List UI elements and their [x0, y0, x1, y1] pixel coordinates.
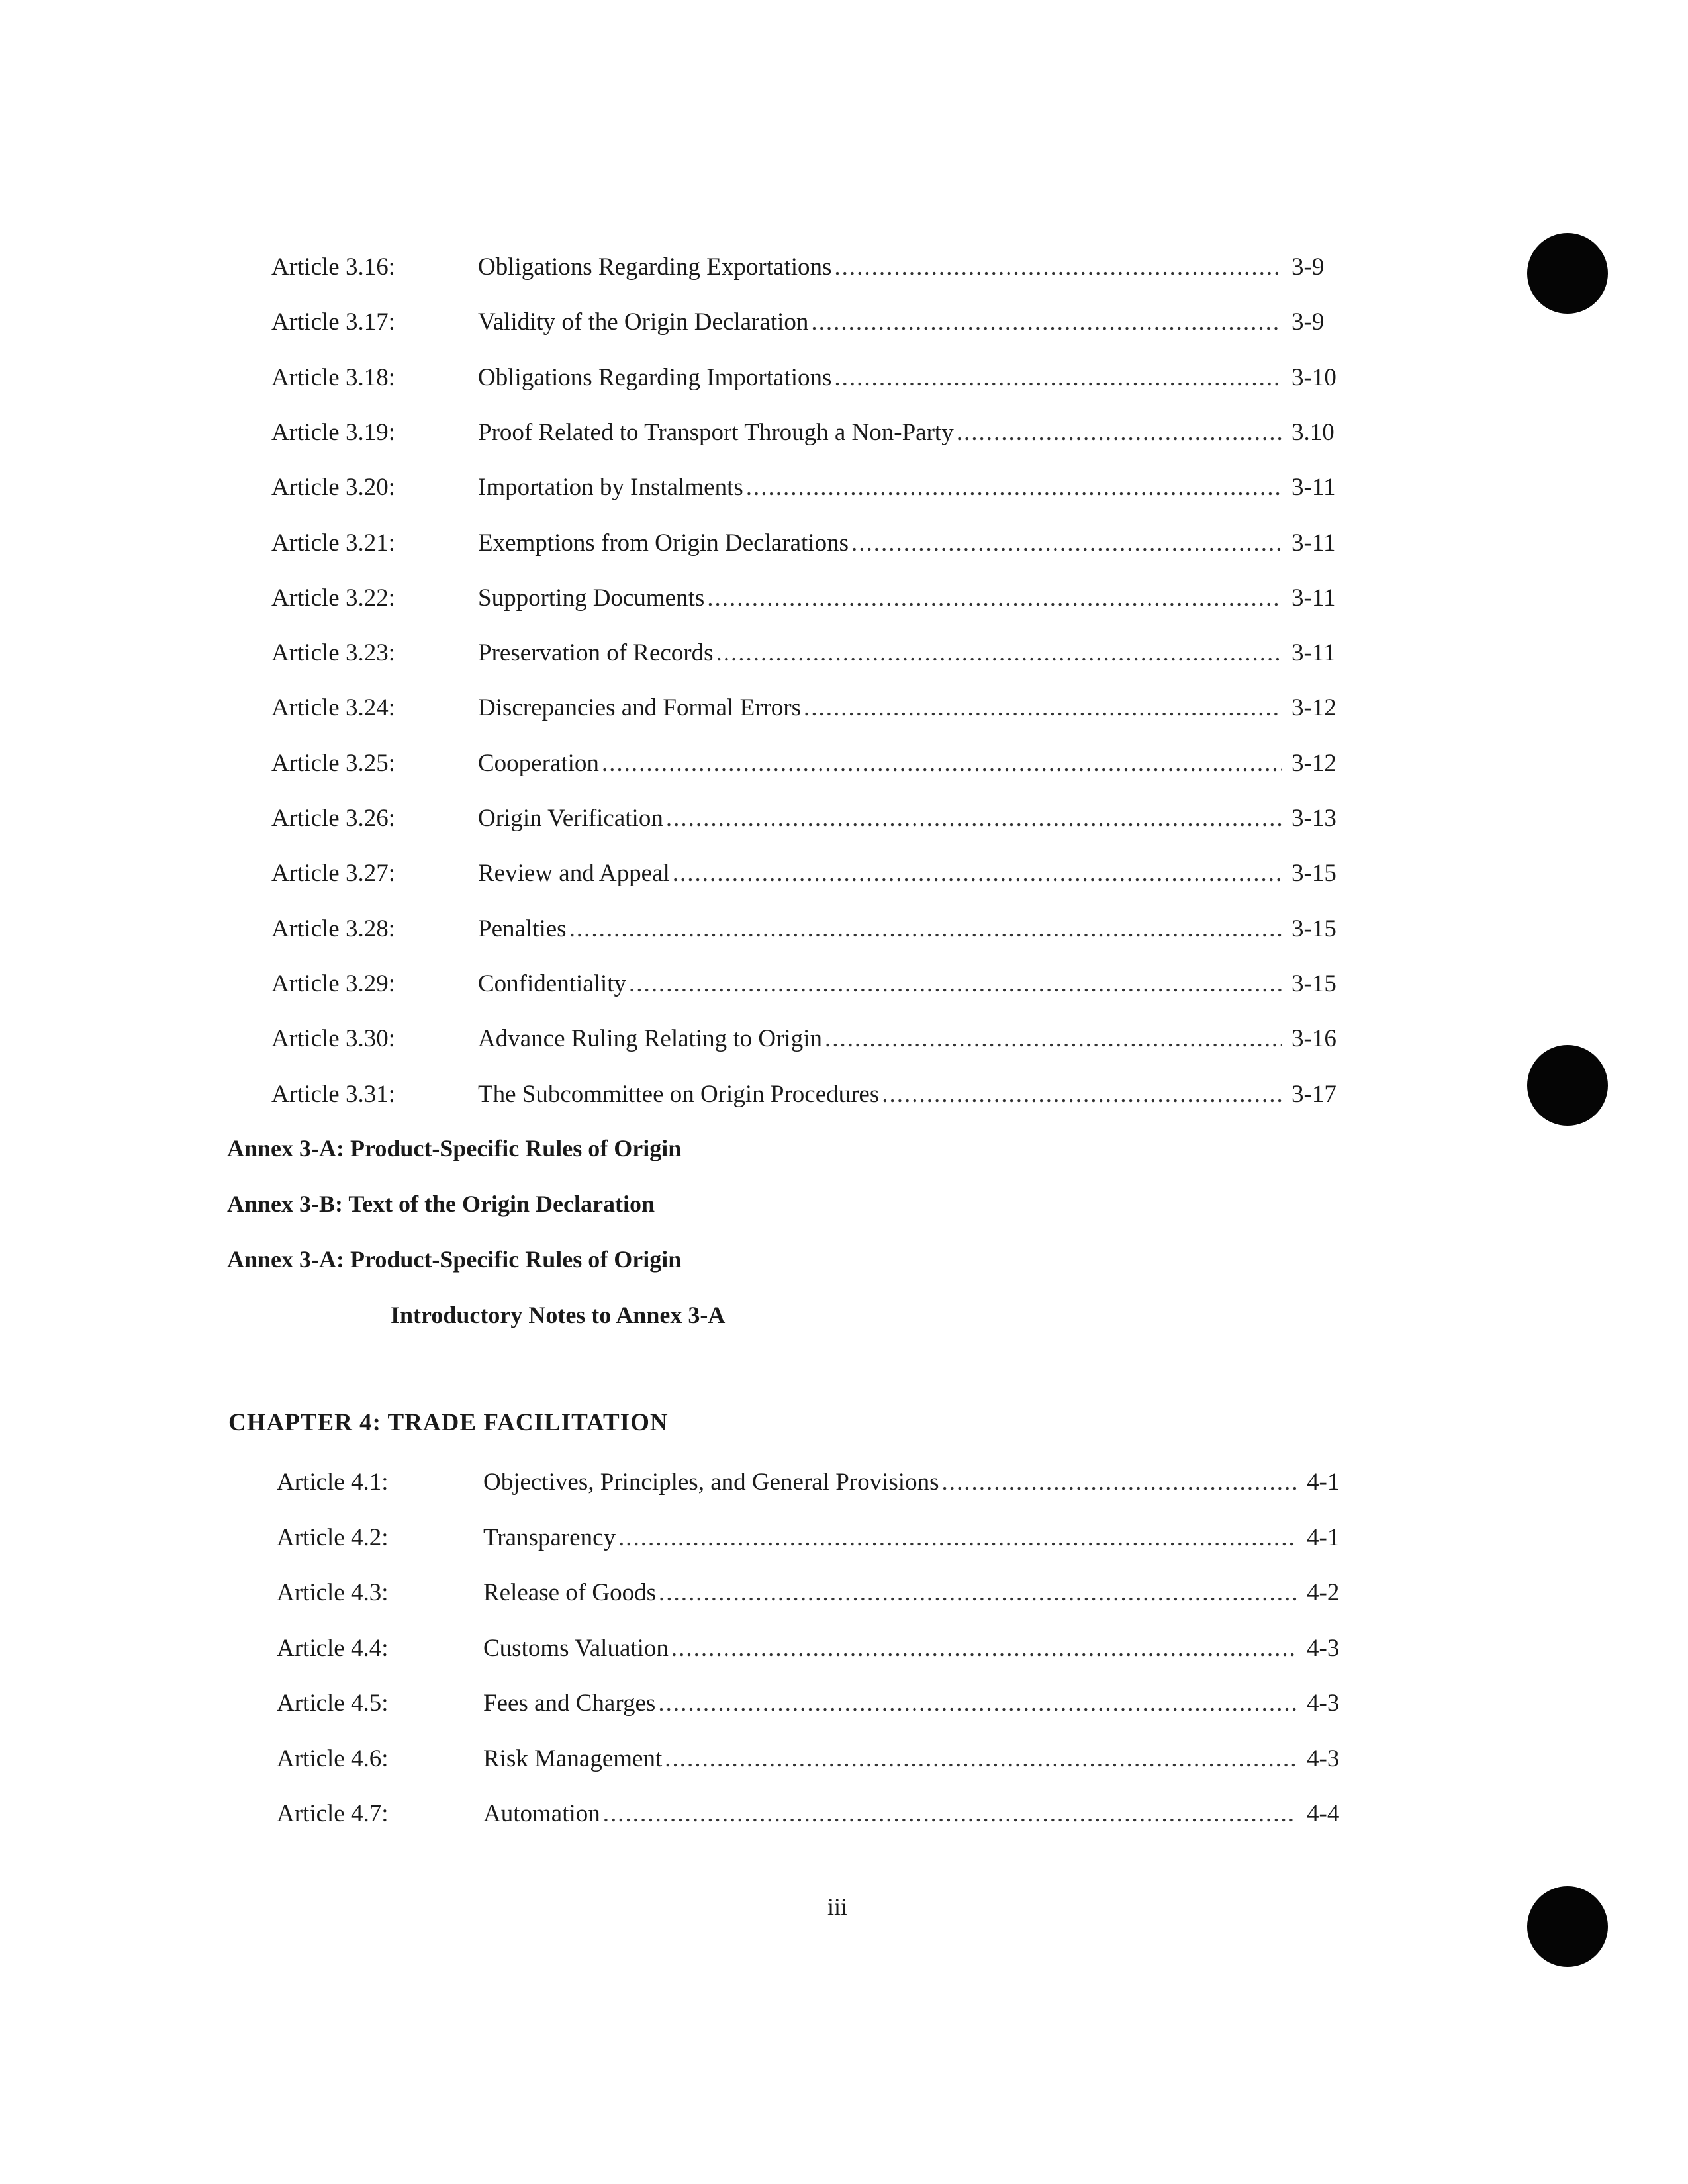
toc-article-number: Article 4.1: — [277, 1469, 389, 1496]
toc-row[interactable] — [271, 358, 1364, 398]
toc-dot-leader — [716, 633, 1282, 673]
toc-page-number: 3-11 — [1291, 529, 1336, 557]
toc-dot-leader — [834, 358, 1282, 398]
toc-dot-leader — [941, 1463, 1297, 1502]
toc-row[interactable] — [277, 1739, 1369, 1779]
toc-row[interactable] — [277, 1794, 1369, 1834]
toc-dot-leader — [666, 799, 1282, 839]
annex-3b-heading[interactable]: Annex 3-B: Text of the Origin Declaration — [227, 1191, 655, 1217]
toc-page-number: 4-4 — [1307, 1800, 1340, 1827]
toc-title-with-leader — [483, 1518, 1297, 1558]
toc-row[interactable] — [271, 578, 1364, 618]
toc-row[interactable] — [271, 302, 1364, 342]
toc-article-title: Transparency — [483, 1524, 616, 1551]
toc-page-number: 3-13 — [1291, 805, 1336, 832]
toc-article-title: Proof Related to Transport Through a Non-Party — [478, 418, 954, 446]
toc-row[interactable] — [277, 1629, 1369, 1668]
toc-article-title: Obligations Regarding Importations — [478, 363, 832, 391]
toc-dot-leader — [659, 1573, 1297, 1613]
toc-article-title: Risk Management — [483, 1745, 663, 1772]
toc-row[interactable] — [277, 1573, 1369, 1613]
chapter-4-heading[interactable]: CHAPTER 4: TRADE FACILITATION — [228, 1409, 669, 1436]
toc-article-title: Penalties — [478, 915, 567, 942]
toc-title-with-leader — [478, 744, 1282, 784]
toc-dot-leader — [629, 964, 1282, 1004]
toc-article-title: Importation by Instalments — [478, 474, 743, 502]
toc-article-number: Article 3.19: — [271, 418, 396, 446]
toc-title-with-leader — [478, 964, 1282, 1004]
toc-title-with-leader — [483, 1573, 1297, 1613]
toc-title-with-leader — [478, 358, 1282, 398]
toc-row[interactable] — [277, 1463, 1369, 1502]
toc-dot-leader — [618, 1518, 1297, 1558]
toc-article-number: Article 4.6: — [277, 1745, 389, 1772]
toc-row[interactable] — [271, 909, 1364, 949]
toc-article-number: Article 4.7: — [277, 1800, 389, 1827]
toc-dot-leader — [834, 248, 1282, 287]
toc-row[interactable] — [277, 1684, 1369, 1723]
toc-article-title: Review and Appeal — [478, 860, 670, 887]
toc-page-number: 3-9 — [1291, 253, 1325, 281]
toc-article-title: Cooperation — [478, 749, 599, 777]
toc-page-number: 3.10 — [1291, 418, 1335, 446]
toc-page-number: 4-3 — [1307, 1745, 1340, 1772]
toc-article-number: Article 3.26: — [271, 805, 396, 832]
toc-dot-leader — [746, 468, 1282, 508]
toc-dot-leader — [957, 413, 1282, 453]
toc-title-with-leader — [478, 688, 1282, 728]
toc-dot-leader — [603, 1794, 1297, 1834]
toc-article-title: Origin Verification — [478, 805, 663, 832]
toc-article-number: Article 3.25: — [271, 749, 396, 777]
toc-page-number: 4-3 — [1307, 1634, 1340, 1662]
toc-row[interactable] — [271, 468, 1364, 508]
toc-title-with-leader — [478, 909, 1282, 949]
toc-article-title: Advance Ruling Relating to Origin — [478, 1025, 822, 1053]
toc-page-number: 3-11 — [1291, 474, 1336, 502]
toc-article-title: Release of Goods — [483, 1579, 656, 1606]
toc-dot-leader — [569, 909, 1282, 949]
toc-dot-leader — [825, 1019, 1282, 1059]
toc-row[interactable] — [271, 854, 1364, 893]
toc-dot-leader — [673, 854, 1282, 893]
toc-title-with-leader — [483, 1794, 1297, 1834]
toc-page-number: 3-10 — [1291, 363, 1336, 391]
toc-article-title: The Subcommittee on Origin Procedures — [478, 1080, 880, 1108]
toc-article-title: Obligations Regarding Exportations — [478, 253, 832, 281]
toc-article-title: Objectives, Principles, and General Provisions — [483, 1469, 939, 1496]
toc-article-number: Article 4.4: — [277, 1634, 389, 1662]
toc-article-title: Automation — [483, 1800, 600, 1827]
toc-article-number: Article 3.27: — [271, 860, 396, 887]
toc-dot-leader — [658, 1684, 1297, 1723]
toc-dot-leader — [671, 1629, 1297, 1668]
toc-article-title: Preservation of Records — [478, 639, 714, 667]
toc-article-title: Exemptions from Origin Declarations — [478, 529, 849, 557]
toc-title-with-leader — [483, 1463, 1297, 1502]
toc-page-number: 3-11 — [1291, 639, 1336, 667]
punch-hole-middle — [1527, 1045, 1608, 1126]
toc-article-number: Article 3.28: — [271, 915, 396, 942]
toc-dot-leader — [811, 302, 1282, 342]
toc-page-number: 3-9 — [1291, 308, 1325, 336]
toc-dot-leader — [804, 688, 1282, 728]
toc-page-number: 3-11 — [1291, 584, 1336, 612]
toc-article-title: Customs Valuation — [483, 1634, 669, 1662]
toc-page-number: 4-2 — [1307, 1579, 1340, 1606]
toc-article-number: Article 3.17: — [271, 308, 396, 336]
page-number: iii — [827, 1893, 847, 1920]
toc-article-title: Validity of the Origin Declaration — [478, 308, 809, 336]
toc-page-number: 3-12 — [1291, 749, 1336, 777]
toc-title-with-leader — [478, 413, 1282, 453]
toc-article-number: Article 3.24: — [271, 694, 396, 722]
toc-dot-leader — [665, 1739, 1297, 1779]
toc-article-number: Article 4.5: — [277, 1690, 389, 1717]
toc-dot-leader — [851, 523, 1282, 563]
toc-article-title: Discrepancies and Formal Errors — [478, 694, 802, 722]
toc-row[interactable] — [277, 1518, 1369, 1558]
toc-title-with-leader — [483, 1629, 1297, 1668]
toc-page-number: 3-15 — [1291, 915, 1336, 942]
toc-row[interactable] — [271, 413, 1364, 453]
introductory-notes-heading[interactable]: Introductory Notes to Annex 3-A — [391, 1302, 726, 1328]
toc-article-number: Article 3.29: — [271, 970, 396, 997]
toc-title-with-leader — [478, 523, 1282, 563]
toc-title-with-leader — [483, 1739, 1297, 1779]
toc-page-number: 3-17 — [1291, 1080, 1336, 1108]
toc-article-number: Article 3.30: — [271, 1025, 396, 1053]
toc-article-number: Article 3.22: — [271, 584, 396, 612]
toc-page-number: 4-1 — [1307, 1524, 1340, 1551]
toc-article-number: Article 3.23: — [271, 639, 396, 667]
toc-article-number: Article 3.16: — [271, 253, 396, 281]
toc-row[interactable] — [271, 633, 1364, 673]
toc-page-number: 3-12 — [1291, 694, 1336, 722]
annex-3a-heading[interactable]: Annex 3-A: Product-Specific Rules of Origin — [227, 1135, 682, 1161]
toc-row[interactable] — [271, 523, 1364, 563]
toc-dot-leader — [602, 744, 1282, 784]
toc-row[interactable] — [271, 964, 1364, 1004]
toc-page-number: 3-15 — [1291, 860, 1336, 887]
toc-dot-leader — [882, 1075, 1282, 1115]
toc-title-with-leader — [478, 799, 1282, 839]
toc-page-number: 4-3 — [1307, 1690, 1340, 1717]
toc-article-title: Supporting Documents — [478, 584, 705, 612]
toc-row[interactable] — [271, 799, 1364, 839]
toc-title-with-leader — [478, 1019, 1282, 1059]
toc-title-with-leader — [478, 468, 1282, 508]
toc-title-with-leader — [478, 578, 1282, 618]
toc-title-with-leader — [478, 248, 1282, 287]
toc-dot-leader — [707, 578, 1282, 618]
toc-page-number: 4-1 — [1307, 1469, 1340, 1496]
toc-article-number: Article 4.3: — [277, 1579, 389, 1606]
toc-row[interactable] — [271, 744, 1364, 784]
toc-article-number: Article 3.18: — [271, 363, 396, 391]
toc-title-with-leader — [478, 1075, 1282, 1115]
toc-title-with-leader — [478, 633, 1282, 673]
toc-title-with-leader — [483, 1684, 1297, 1723]
toc-article-title: Fees and Charges — [483, 1690, 656, 1717]
punch-hole-top — [1527, 233, 1608, 314]
toc-page-number: 3-16 — [1291, 1025, 1336, 1053]
toc-row[interactable] — [271, 688, 1364, 728]
toc-article-number: Article 3.20: — [271, 474, 396, 502]
toc-row[interactable] — [271, 248, 1364, 287]
toc-page-number: 3-15 — [1291, 970, 1336, 997]
annex-3a-heading-repeat[interactable]: Annex 3-A: Product-Specific Rules of Origin — [227, 1246, 682, 1273]
toc-row[interactable] — [271, 1075, 1364, 1115]
toc-article-number: Article 3.21: — [271, 529, 396, 557]
toc-article-title: Confidentiality — [478, 970, 627, 997]
toc-row[interactable] — [271, 1019, 1364, 1059]
toc-title-with-leader — [478, 302, 1282, 342]
toc-article-number: Article 3.31: — [271, 1080, 396, 1108]
toc-title-with-leader — [478, 854, 1282, 893]
toc-article-number: Article 4.2: — [277, 1524, 389, 1551]
